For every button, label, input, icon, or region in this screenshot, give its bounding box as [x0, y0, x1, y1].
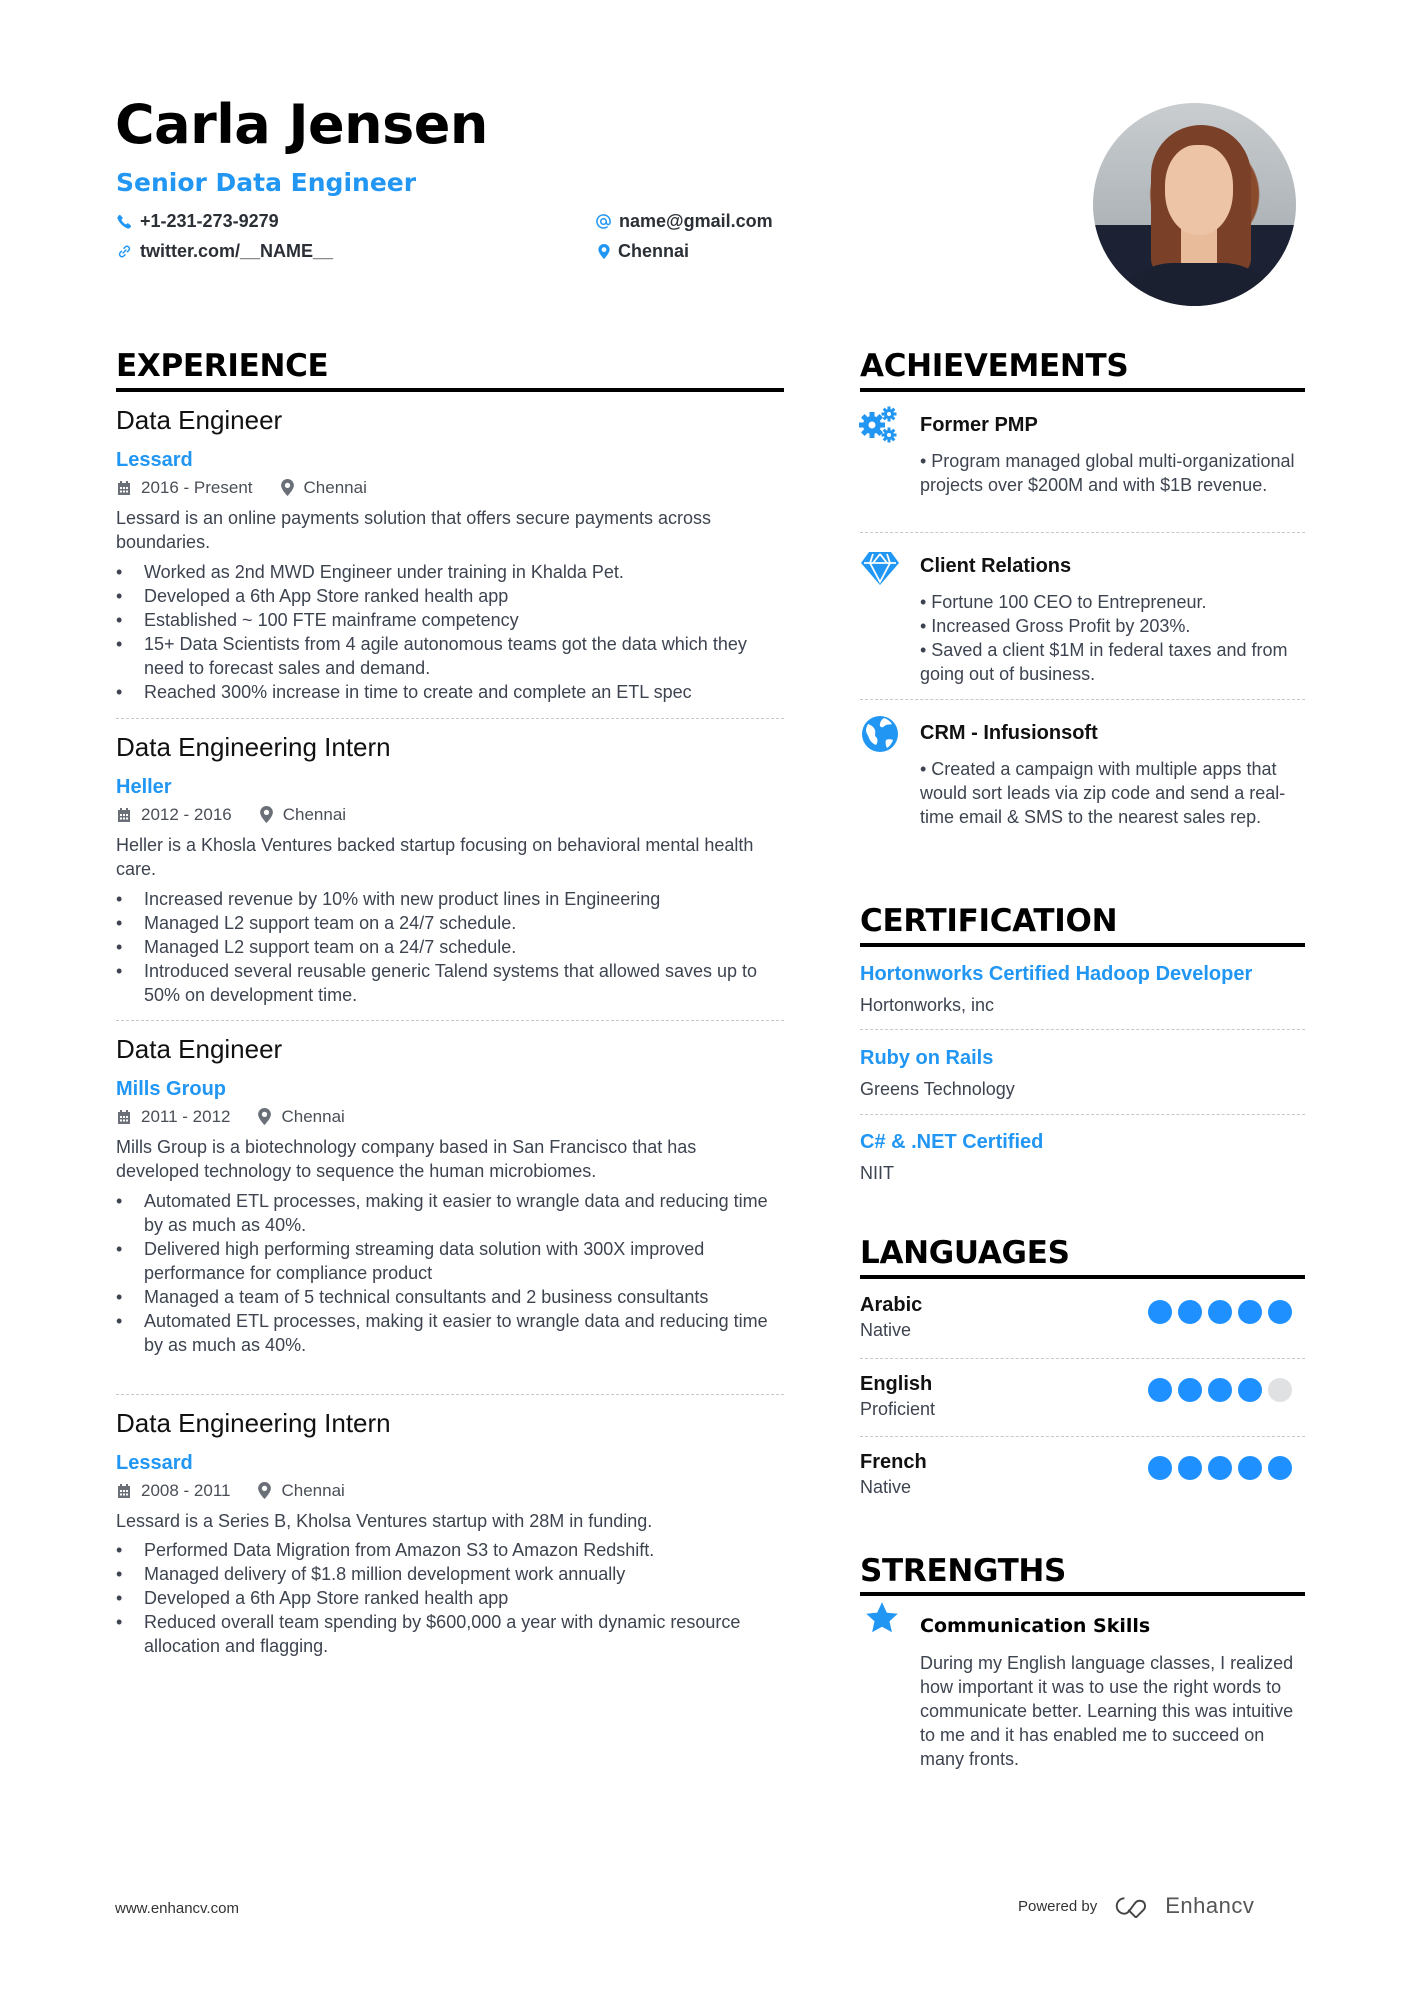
strengths-rule [860, 1592, 1305, 1596]
achievement-text: • Increased Gross Profit by 203%. [920, 616, 1191, 636]
job-meta [117, 479, 367, 496]
job-meta [117, 1108, 345, 1125]
languages-heading: LANGUAGES [860, 1235, 1070, 1271]
language-rating [1148, 1456, 1292, 1480]
email-text: name@gmail.com [619, 211, 773, 231]
calendar-icon [117, 807, 131, 823]
language-name: French [860, 1451, 927, 1473]
job-bullets [116, 1538, 784, 1658]
link-text: twitter.com/__NAME__ [140, 241, 334, 261]
cert-divider [860, 1029, 1305, 1030]
star-icon [864, 1600, 900, 1636]
language-level: Native [860, 1477, 912, 1497]
job-bullet: • Managed L2 support team on a 24/7 schedule. [116, 935, 784, 959]
contact-phone[interactable] [117, 212, 279, 230]
job-bullet: • Increased revenue by 10% with new product lines in Engineering [116, 887, 784, 911]
at-icon [596, 214, 611, 229]
phone-text: +1-231-273-9279 [140, 211, 279, 231]
job-divider [116, 718, 784, 719]
job-description: Lessard is a Series B, Kholsa Ventures startup with 28M in funding. [116, 1511, 653, 1531]
job-location: Chennai [281, 1107, 345, 1126]
job-bullets [116, 560, 784, 704]
location-pin-icon [258, 1108, 271, 1125]
rating-dot-filled [1178, 1378, 1202, 1402]
job-divider [116, 1394, 784, 1395]
language-rating [1148, 1300, 1292, 1324]
achievement-text: • Program managed global multi-organizational projects over $200M and with $1B revenue. [920, 451, 1295, 495]
job-dates: 2008 - 2011 [141, 1481, 231, 1500]
profile-photo [1093, 103, 1296, 306]
rating-dot-filled [1178, 1456, 1202, 1480]
cert-org: Greens Technology [860, 1079, 1015, 1099]
job-bullets [116, 887, 784, 1007]
job-location: Chennai [282, 805, 347, 824]
enhancv-brand[interactable] [1111, 1893, 1254, 1919]
language-name: English [860, 1373, 933, 1395]
globe-icon [860, 714, 900, 754]
job-location: Chennai [281, 1481, 345, 1500]
achievement-title: Former PMP [920, 414, 1038, 436]
experience-rule [116, 388, 784, 392]
phone-icon [117, 214, 132, 229]
job-title: Data Engineering Intern [116, 732, 391, 762]
rating-dot-filled [1148, 1378, 1172, 1402]
job-company: Mills Group [116, 1078, 226, 1100]
calendar-icon [117, 1483, 131, 1499]
achievement-divider [860, 532, 1305, 533]
candidate-name: Carla Jensen [115, 93, 488, 156]
job-bullet: • Performed Data Migration from Amazon S3 to Amazon Redshift. [116, 1538, 784, 1562]
job-bullet: • Delivered high performing streaming data solution with 300X improved performance for compliance product [116, 1237, 784, 1285]
job-dates: 2011 - 2012 [141, 1107, 231, 1126]
experience-heading: EXPERIENCE [116, 348, 329, 384]
contact-link[interactable] [117, 242, 333, 260]
rating-dot-filled [1148, 1300, 1172, 1324]
job-company: Heller [116, 776, 172, 798]
cert-title: Hortonworks Certified Hadoop Developer [860, 963, 1253, 985]
language-divider [860, 1358, 1305, 1359]
achievement-title: Client Relations [920, 555, 1072, 577]
achievements-heading: ACHIEVEMENTS [860, 348, 1129, 384]
rating-dot-filled [1268, 1300, 1292, 1324]
powered-by-label: Powered by [1018, 1897, 1098, 1915]
rating-dot-filled [1208, 1456, 1232, 1480]
certification-heading: CERTIFICATION [860, 903, 1118, 939]
job-bullet: • 15+ Data Scientists from 4 agile autonomous teams got the data which they need to forecast sales and demand. [116, 632, 784, 680]
job-description: Heller is a Khosla Ventures backed startup focusing on behavioral mental health care. [116, 835, 754, 879]
job-meta [117, 806, 346, 823]
achievements-rule [860, 388, 1305, 392]
job-company: Lessard [116, 1452, 193, 1474]
language-name: Arabic [860, 1294, 923, 1316]
diamond-icon [860, 548, 900, 588]
achievement-text: • Saved a client $1M in federal taxes and from going out of business. [920, 640, 1288, 684]
language-level: Proficient [860, 1399, 936, 1419]
enhancv-logo-icon [1111, 1894, 1157, 1918]
job-dates: 2016 - Present [141, 478, 253, 497]
job-bullet: • Managed a team of 5 technical consultants and 2 business consultants [116, 1285, 784, 1309]
candidate-title: Senior Data Engineer [116, 168, 417, 197]
contact-location [598, 242, 689, 260]
job-bullet: • Worked as 2nd MWD Engineer under training in Khalda Pet. [116, 560, 784, 584]
rating-dot-filled [1208, 1300, 1232, 1324]
rating-dot-filled [1238, 1456, 1262, 1480]
footer-website[interactable]: www.enhancv.com [115, 1900, 239, 1917]
achievement-text: • Created a campaign with multiple apps that would sort leads via zip code and send a real-time email & SMS to the nearest sales rep. [920, 759, 1286, 827]
location-pin-icon [260, 806, 273, 823]
job-bullet: • Reached 300% increase in time to create and complete an ETL spec [116, 680, 784, 704]
calendar-icon [117, 1109, 131, 1125]
link-icon [117, 244, 132, 259]
job-dates: 2012 - 2016 [141, 805, 232, 824]
languages-rule [860, 1275, 1305, 1279]
strengths-heading: STRENGTHS [860, 1553, 1067, 1589]
footer-powered-by [1018, 1893, 1254, 1919]
job-bullet: • Automated ETL processes, making it easier to wrangle data and reducing time by as much as 40%. [116, 1189, 784, 1237]
location-pin-icon [598, 244, 610, 259]
job-bullet: • Managed L2 support team on a 24/7 schedule. [116, 911, 784, 935]
job-bullets [116, 1189, 784, 1357]
job-title: Data Engineer [116, 405, 283, 435]
job-company: Lessard [116, 449, 193, 471]
rating-dot-filled [1208, 1378, 1232, 1402]
rating-dot-empty [1268, 1378, 1292, 1402]
location-pin-icon [258, 1482, 271, 1499]
rating-dot-filled [1268, 1456, 1292, 1480]
achievement-text: • Fortune 100 CEO to Entrepreneur. [920, 592, 1207, 612]
achievement-divider [860, 699, 1305, 700]
strength-text: During my English language classes, I realized how important it was to use the right words to communicate better. Learning this was intuitive to me and it has enabled me to succeed on many fronts. [920, 1653, 1294, 1769]
contact-email[interactable] [596, 212, 773, 230]
job-title: Data Engineering Intern [116, 1408, 391, 1438]
job-divider [116, 1020, 784, 1021]
language-divider [860, 1436, 1305, 1437]
cert-divider [860, 1114, 1305, 1115]
achievement-title: CRM - Infusionsoft [920, 722, 1098, 744]
cert-title: C# & .NET Certified [860, 1131, 1044, 1153]
rating-dot-filled [1178, 1300, 1202, 1324]
job-bullet: • Managed delivery of $1.8 million development work annually [116, 1562, 784, 1586]
brand-name: Enhancv [1165, 1893, 1255, 1918]
job-location: Chennai [303, 478, 367, 497]
job-meta [117, 1482, 345, 1499]
cert-org: Hortonworks, inc [860, 995, 995, 1015]
calendar-icon [117, 480, 131, 496]
rating-dot-filled [1148, 1456, 1172, 1480]
location-text: Chennai [618, 241, 690, 261]
location-pin-icon [281, 479, 294, 496]
job-title: Data Engineer [116, 1034, 283, 1064]
cert-org: NIIT [860, 1163, 894, 1183]
job-bullet: • Automated ETL processes, making it easier to wrangle data and reducing time by as much as 40%. [116, 1309, 784, 1357]
job-bullet: • Established ~ 100 FTE mainframe competency [116, 608, 784, 632]
certification-rule [860, 943, 1305, 947]
job-description: Mills Group is a biotechnology company based in San Francisco that has developed technology to sequence the human microbiomes. [116, 1137, 697, 1181]
job-bullet: • Introduced several reusable generic Talend systems that allowed saves up to 50% on development time. [116, 959, 784, 1007]
gears-icon [858, 405, 898, 445]
job-bullet: • Reduced overall team spending by $600,000 a year with dynamic resource allocation and flagging. [116, 1610, 784, 1658]
cert-title: Ruby on Rails [860, 1047, 994, 1069]
job-bullet: • Developed a 6th App Store ranked health app [116, 584, 784, 608]
rating-dot-filled [1238, 1300, 1262, 1324]
rating-dot-filled [1238, 1378, 1262, 1402]
job-description: Lessard is an online payments solution that offers secure payments across boundaries. [116, 508, 711, 552]
language-level: Native [860, 1320, 912, 1340]
strength-title: Communication Skills [920, 1615, 1151, 1637]
job-bullet: • Developed a 6th App Store ranked health app [116, 1586, 784, 1610]
language-rating [1148, 1378, 1292, 1402]
